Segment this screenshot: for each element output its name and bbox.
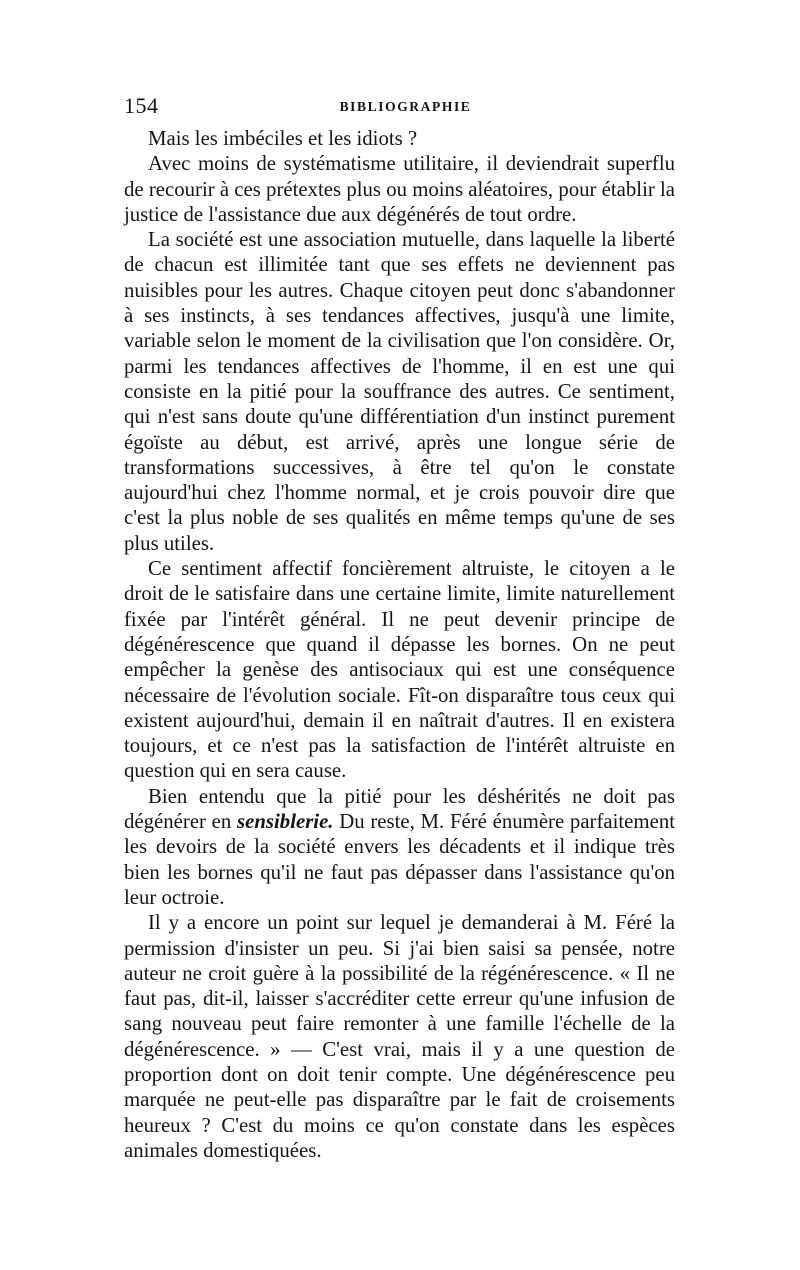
body-text <box>124 126 675 1163</box>
emphasized-word: sensiblerie. <box>237 810 334 834</box>
paragraph: Il y a encore un point sur lequel je demanderai à M. Féré la permission d'insister un peu. Si j'ai bien saisi sa pensée, notre auteur ne croit guère à la possibilité de la régénérescence. « Il ne faut pas, dit-il, laisser s'accréditer cette erreur qu'une infusion de sang nouveau peut faire remonter à une famille l'échelle de la dégénérescence. » — C'est vrai, mais il y a une question de proportion dont on doit tenir compte. Une dégénérescence peu marquée ne peut-elle pas disparaître par le fait de croisements heureux ? C'est du moins ce qu'on constate dans les espèces animales domestiquées. <box>124 911 675 1162</box>
paragraph: Avec moins de systématisme utilitaire, il deviendrait superflu de recourir à ces prétextes plus ou moins aléatoires, pour établir la justice de l'assistance due aux dégénérés de tout ordre. <box>124 152 675 226</box>
running-title: BIBLIOGRAPHIE <box>339 99 472 114</box>
paragraph: La société est une association mutuelle, dans laquelle la liberté de chacun est illimitée tant que ses effets ne deviennent pas nuisibles pour les autres. Chaque citoyen peut donc s'abandonner à ses instincts, à ses tendances affectives, jusqu'à une limite, variable selon le moment de la civilisation que l'on considère. Or, parmi les tendances affectives de l'homme, il en est une qui consiste en la pitié pour la souffrance des autres. Ce sentiment, qui n'est sans doute qu'une différentiation d'un instinct purement égoïste au début, est arrivé, après une longue série de transformations successives, à être tel qu'on le constate aujourd'hui chez l'homme normal, et je crois pouvoir dire que c'est la plus noble de ses qualités en même temps qu'une de ses plus utiles. <box>124 228 675 555</box>
paragraph: Ce sentiment affectif foncièrement altruiste, le citoyen a le droit de le satisfaire dans une certaine limite, limite naturellement fixée par l'intérêt général. Il ne peut devenir principe de dégénérescence que quand il dépasse les bornes. On ne peut empêcher la genèse des antisociaux qui est une conséquence nécessaire de l'évolution sociale. Fît-on disparaître tous ceux qui existent aujourd'hui, demain il en naîtrait d'autres. Il en existera toujours, et ce n'est pas la satisfaction de l'intérêt altruiste en question qui en sera cause. <box>124 557 675 783</box>
paragraph-text: Bien entendu que la pitié pour les déshérités ne doit pas dégénérer en <box>124 784 675 834</box>
paragraph-text: Du reste, M. Féré énumère parfaitement les devoirs de la société envers les décadents et il indique très bien les bornes qu'il ne faut pas dépasser dans l'assistance qu'on leur octroie. <box>124 810 675 909</box>
paragraph: Mais les imbéciles et les idiots ? <box>148 127 418 150</box>
page-number: 154 <box>124 93 159 118</box>
running-header <box>124 93 675 119</box>
paragraph <box>124 784 675 910</box>
